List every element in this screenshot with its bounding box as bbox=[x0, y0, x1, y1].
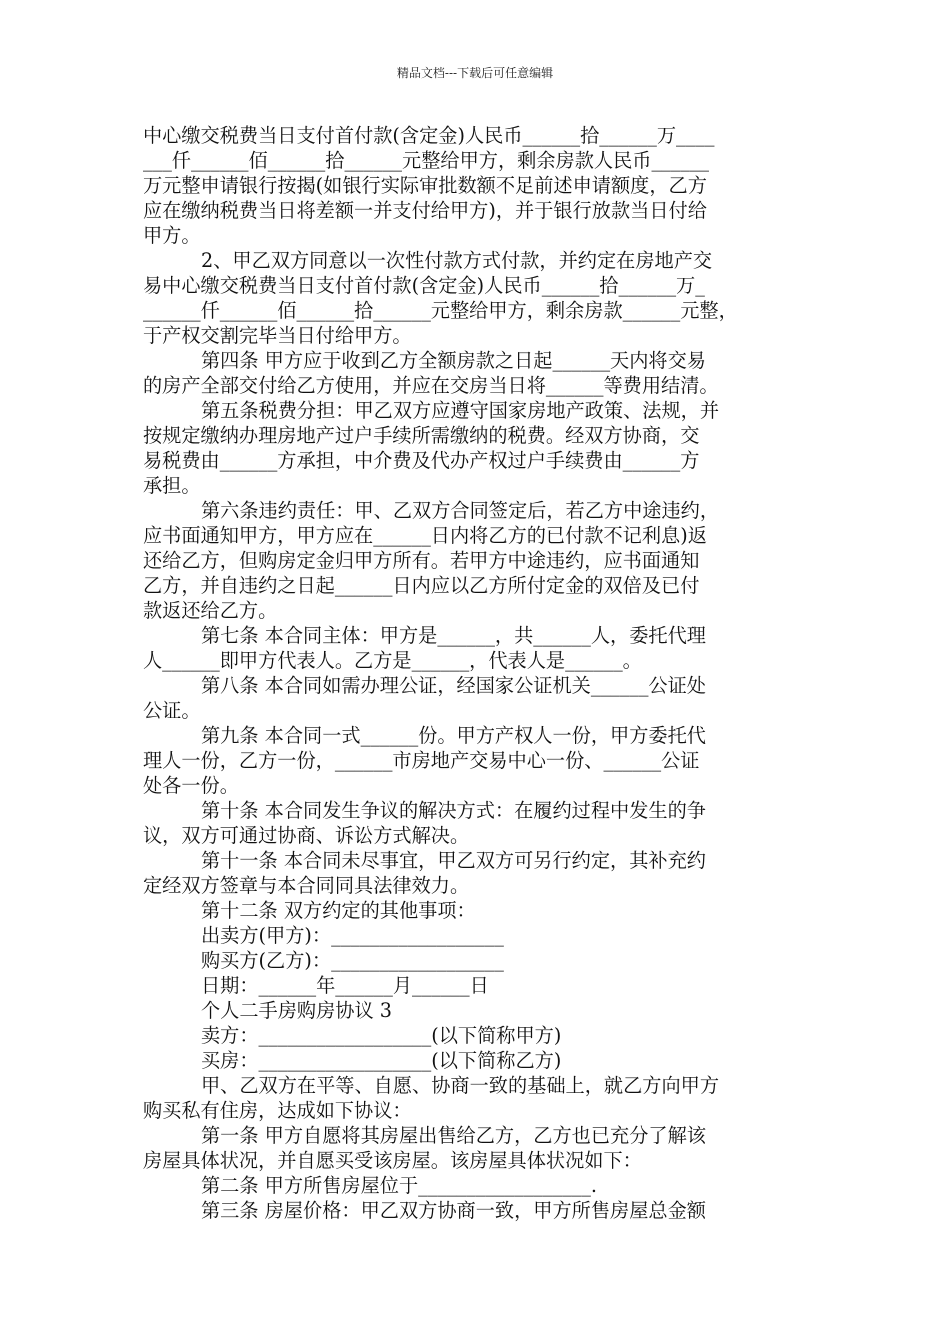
text-line: 按规定缴纳办理房地产过户手续所需缴纳的税费。经双方协商，交 bbox=[143, 424, 700, 447]
text-line: 甲方。 bbox=[143, 224, 201, 247]
text-line: 日期：______年______月______日 bbox=[201, 974, 489, 997]
text-line: 乙方，并自违约之日起______日内应以乙方所付定金的双倍及已付 bbox=[143, 574, 700, 597]
text-line: 第九条 本合同一式______份。甲方产权人一份，甲方委托代 bbox=[201, 724, 706, 747]
text-line: 第四条 甲方应于收到乙方全额房款之日起______天内将交易 bbox=[201, 349, 706, 372]
text-line: 易税费由______方承担，中介费及代办产权过户手续费由______方 bbox=[143, 449, 700, 472]
text-line: 应在缴纳税费当日将差额一并支付给甲方)，并于银行放款当日付给 bbox=[143, 199, 707, 222]
text-line: 中心缴交税费当日支付首付款(含定金)人民币______拾______万____ bbox=[143, 124, 715, 147]
text-line: 公证。 bbox=[143, 699, 201, 722]
text-line: ___仟______佰______拾______元整给甲方，剩余房款人民币______ bbox=[143, 149, 710, 172]
text-line: 还给乙方，但购房定金归甲方所有。若甲方中途违约，应书面通知 bbox=[143, 549, 700, 572]
text-line: 2、甲乙双方同意以一次性付款方式付款，并约定在房地产交 bbox=[201, 249, 713, 272]
text-line: 买房：__________________(以下简称乙方) bbox=[201, 1049, 562, 1072]
text-line: 第十一条 本合同未尽事宜，甲乙双方可另行约定，其补充约 bbox=[201, 849, 706, 872]
text-line: 人______即甲方代表人。乙方是______，代表人是______。 bbox=[143, 649, 642, 672]
text-line: 万元整申请银行按揭(如银行实际审批数额不足前述申请额度，乙方 bbox=[143, 174, 707, 197]
text-line: 第三条 房屋价格：甲乙双方协商一致，甲方所售房屋总金额 bbox=[201, 1199, 706, 1222]
text-line: 第五条税费分担：甲乙双方应遵守国家房地产政策、法规，并 bbox=[201, 399, 720, 422]
text-line: 款返还给乙方。 bbox=[143, 599, 278, 622]
text-line: 第十二条 双方约定的其他事项： bbox=[201, 899, 476, 922]
text-line: 购买私有住房，达成如下协议： bbox=[143, 1099, 412, 1122]
text-line: 第一条 甲方自愿将其房屋出售给乙方，乙方也已充分了解该 bbox=[201, 1124, 706, 1147]
document-body bbox=[143, 123, 811, 1223]
text-line: 易中心缴交税费当日支付首付款(含定金)人民币______拾______万_ bbox=[143, 274, 705, 297]
text-line: 第七条 本合同主体：甲方是______，共______人，委托代理 bbox=[201, 624, 706, 647]
text-line: 购买方(乙方)：__________________ bbox=[201, 949, 504, 972]
text-line: 理人一份，乙方一份，______市房地产交易中心一份、______公证 bbox=[143, 749, 700, 772]
text-line: 甲、乙双方在平等、自愿、协商一致的基础上，就乙方向甲方 bbox=[201, 1074, 720, 1097]
text-line: 房屋具体状况，并自愿买受该房屋。该房屋具体状况如下： bbox=[143, 1149, 642, 1172]
text-line: 处各一份。 bbox=[143, 774, 239, 797]
text-line: 定经双方签章与本合同同具法律效力。 bbox=[143, 874, 470, 897]
text-line: 第二条 甲方所售房屋位于__________________. bbox=[201, 1174, 597, 1197]
text-line: 个人二手房购房协议 3 bbox=[201, 999, 392, 1022]
text-line: 卖方：__________________(以下简称甲方) bbox=[201, 1024, 562, 1047]
text-line: 议，双方可通过协商、诉讼方式解决。 bbox=[143, 824, 470, 847]
text-line: 承担。 bbox=[143, 474, 201, 497]
text-line: 的房产全部交付给乙方使用，并应在交房当日将______等费用结清。 bbox=[143, 374, 719, 397]
text-line: 出卖方(甲方)：__________________ bbox=[201, 924, 504, 947]
text-line: 第八条 本合同如需办理公证，经国家公证机关______公证处 bbox=[201, 674, 706, 697]
text-line: ______仟______佰______拾______元整给甲方，剩余房款______元整， bbox=[143, 299, 738, 322]
text-line: 第六条违约责任：甲、乙双方合同签定后，若乙方中途违约， bbox=[201, 499, 720, 522]
page-header: 精品文档---下载后可任意编辑 bbox=[396, 66, 554, 80]
text-line: 应书面通知甲方，甲方应在______日内将乙方的已付款不记利息)返 bbox=[143, 524, 707, 547]
text-line: 第十条 本合同发生争议的解决方式：在履约过程中发生的争 bbox=[201, 799, 706, 822]
text-line: 于产权交割完毕当日付给甲方。 bbox=[143, 324, 412, 347]
